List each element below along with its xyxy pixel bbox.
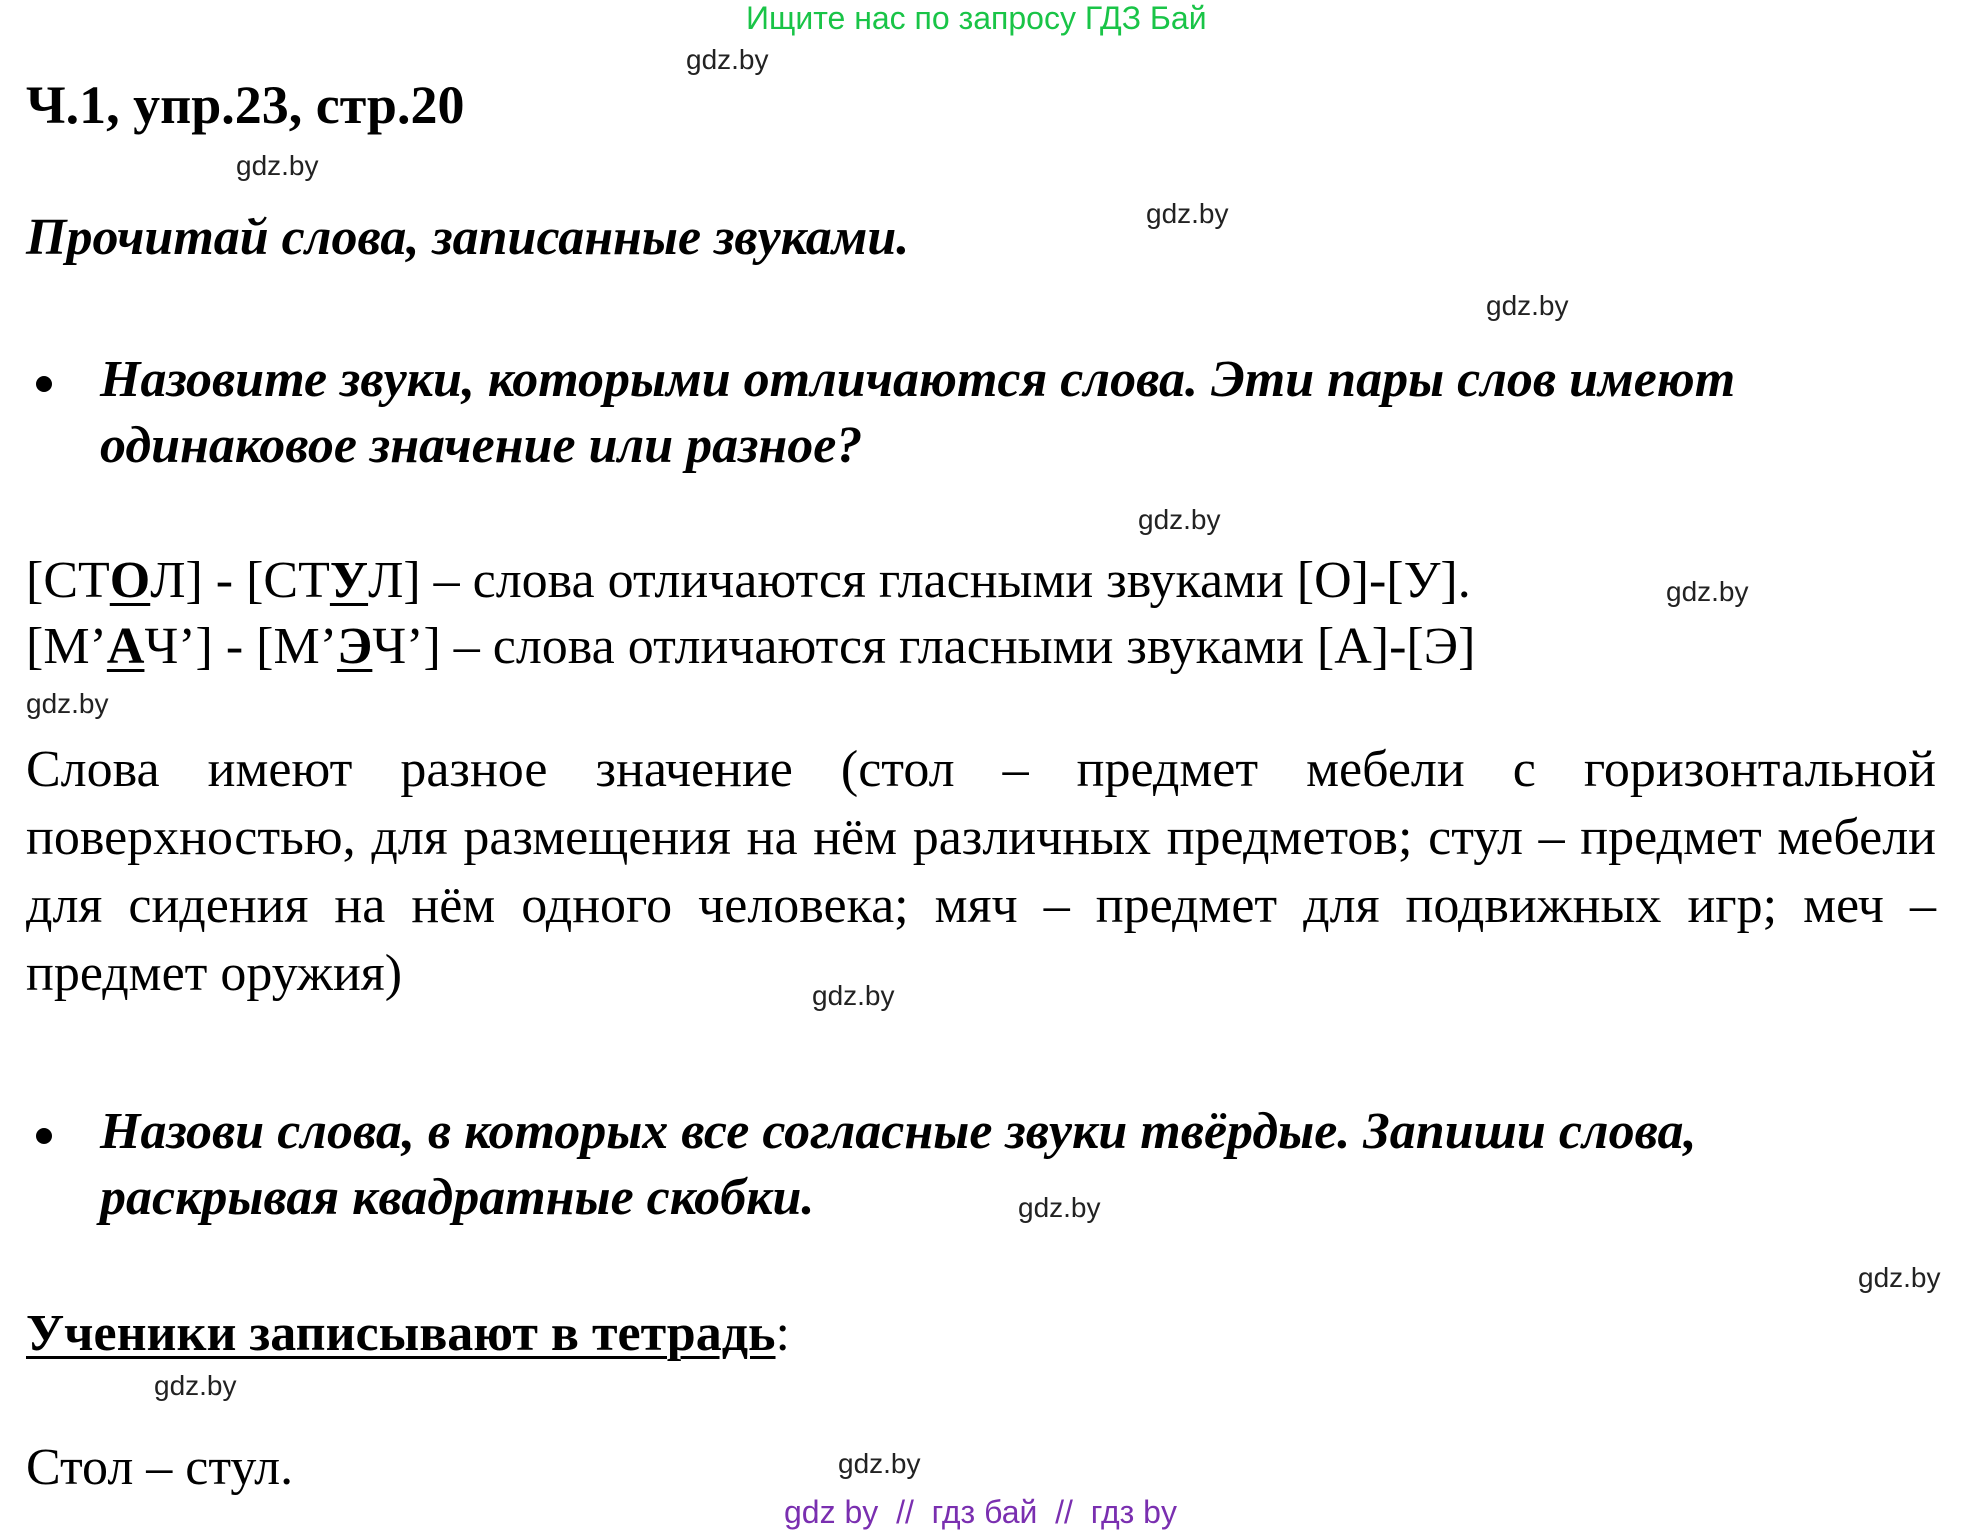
watermark: gdz.by bbox=[26, 688, 109, 719]
watermark: gdz.by bbox=[838, 1448, 921, 1479]
pair-1-vowel-b: У bbox=[329, 552, 369, 609]
pair-2-mid: Ч’] - [М’ bbox=[144, 618, 338, 675]
answer-text: Стол – стул. bbox=[26, 1439, 294, 1496]
pair-1-vowel-a: О bbox=[109, 552, 151, 609]
watermark: gdz.by bbox=[686, 44, 769, 75]
pair-2-vowel-b: Э bbox=[337, 618, 373, 675]
watermark: gdz.by bbox=[1018, 1192, 1101, 1223]
watermark: gdz.by bbox=[812, 980, 895, 1011]
bullet-1-marker bbox=[36, 376, 52, 392]
pair-2-post: Ч’] – слова отличаются гласными звуками [А]-[Э] bbox=[372, 618, 1476, 675]
notebook-heading-colon: : bbox=[775, 1305, 790, 1362]
watermark: gdz.by bbox=[1666, 576, 1749, 607]
bullet-2-marker bbox=[36, 1128, 52, 1144]
pair-1-post: Л] – слова отличаются гласными звуками [О]-[У]. bbox=[368, 552, 1471, 609]
watermark: gdz.by bbox=[154, 1370, 237, 1401]
notebook-heading-text: Ученики записывают в тетрадь bbox=[26, 1305, 776, 1362]
pair-2-pre: [М’ bbox=[26, 618, 107, 675]
sound-pair-1 bbox=[26, 548, 1471, 614]
watermark: gdz.by bbox=[1138, 504, 1221, 535]
page-title: Ч.1, упр.23, стр.20 bbox=[26, 75, 465, 135]
bullet-2-line-1: Назови слова, в которых все согласные звуки твёрдые. Запиши слова, bbox=[100, 1103, 1697, 1160]
pair-1-mid: Л] - [СТ bbox=[150, 552, 330, 609]
explanation-paragraph: Слова имеют разное значение (стол – предмет мебели с горизонтальной поверхностью, для размещения на нём различных предметов; стул – предмет мебели для сидения на нём одного человека; мяч – предмет для подвижных игр; меч – предмет оружия) bbox=[26, 741, 1936, 1002]
footer-links: gdz by // гдз бай // гдз by bbox=[784, 1494, 1177, 1530]
top-banner: Ищите нас по запросу ГДЗ Бай bbox=[746, 0, 1207, 36]
watermark: gdz.by bbox=[1486, 290, 1569, 321]
bullet-1-line-2: одинаковое значение или разное? bbox=[100, 417, 863, 474]
pair-1-pre: [СТ bbox=[26, 552, 110, 609]
watermark: gdz.by bbox=[1146, 198, 1229, 229]
sound-pair-2 bbox=[26, 614, 1475, 680]
watermark: gdz.by bbox=[236, 150, 319, 181]
notebook-heading bbox=[26, 1304, 790, 1363]
watermark: gdz.by bbox=[1858, 1262, 1941, 1293]
bullet-1-line-1: Назовите звуки, которыми отличаются слова. Эти пары слов имеют bbox=[100, 351, 1736, 408]
bullet-2-line-2: раскрывая квадратные скобки. bbox=[100, 1169, 815, 1226]
task-text: Прочитай слова, записанные звуками. bbox=[26, 209, 910, 266]
pair-2-vowel-a: А bbox=[106, 618, 145, 675]
